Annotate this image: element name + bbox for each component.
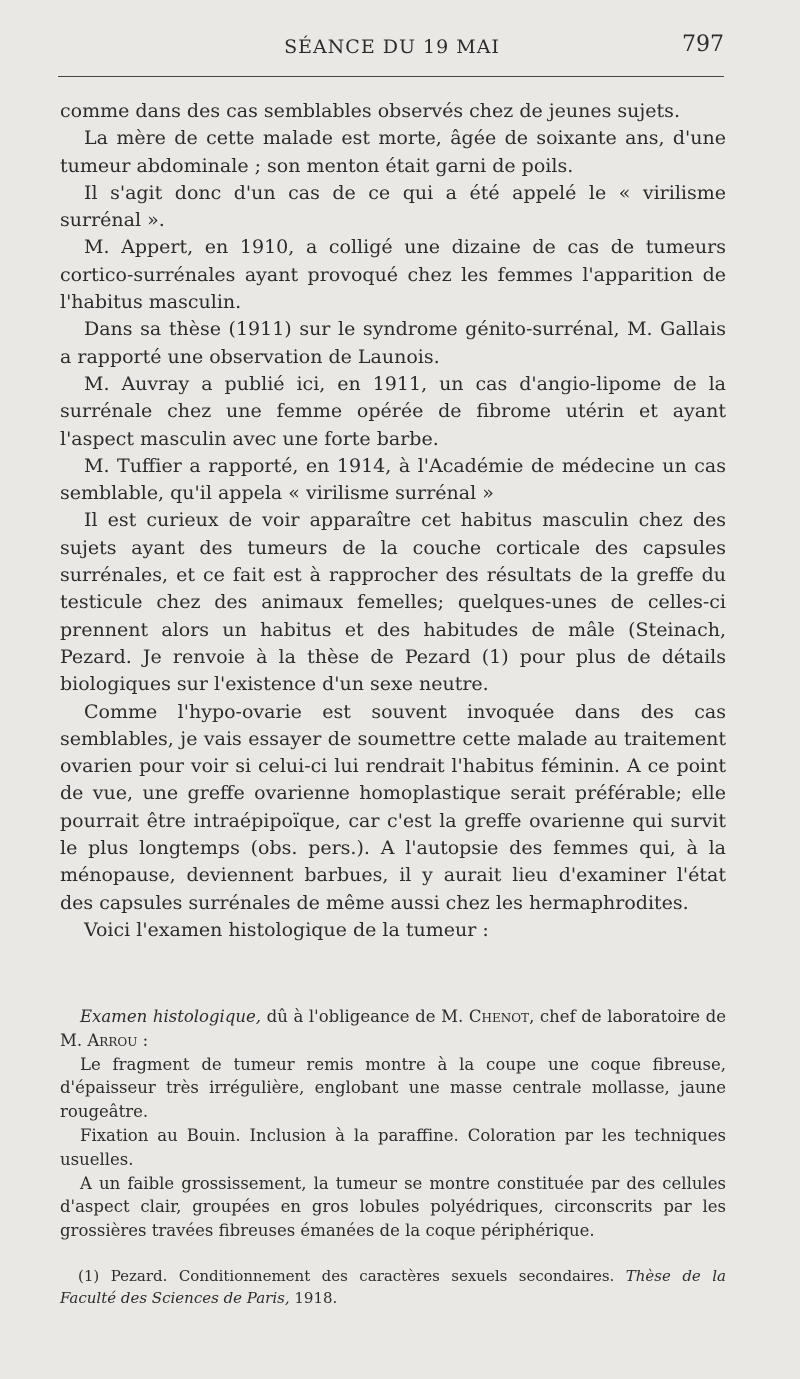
author-name: Chenot <box>468 1007 530 1026</box>
paragraph: M. Auvray a publié ici, en 1911, un cas d'angio-lipome de la surrénale chez une femme opérée de fibrome utérin et ayant l'aspect masculin avec une forte barbe. <box>60 372 726 450</box>
footnote-text <box>60 1265 726 1309</box>
paragraph: Dans sa thèse (1911) sur le syndrome génito-surrénal, M. Gallais a rapporté une observation de Launois. <box>60 318 726 368</box>
paragraph: Il est curieux de voir apparaître cet habitus masculin chez des sujets ayant des tumeurs de la couche corticale des capsules surrénales, et ce fait est à rapprocher des résultats de la greffe du testicule chez des animaux femelles; quelques-unes de celles-ci prennent alors un habitus et des habitudes de mâle (Steinach, Pezard. Je renvoie à la thèse de Pezard (1) pour plus de détails biologiques sur l'existence d'un sexe neutre. <box>60 509 726 696</box>
header-rule <box>58 76 724 77</box>
main-text <box>60 98 726 944</box>
report-intro-text: : <box>137 1030 149 1050</box>
paragraph: Fixation au Bouin. Inclusion à la paraffine. Coloration par les techniques usuelles. <box>60 1125 726 1169</box>
footnote-year: 1918. <box>289 1289 338 1307</box>
paragraph: comme dans des cas semblables observés chez de jeunes sujets. <box>60 100 680 122</box>
report-title: Examen histologique, <box>80 1007 262 1026</box>
paragraph: Le fragment de tumeur remis montre à la coupe une coque fibreuse, d'épaisseur très irrégulière, englobant une masse centrale mollasse, jaune rougeâtre. <box>60 1054 726 1122</box>
paragraph: La mère de cette malade est morte, âgée de soixante ans, d'une tumeur abdominale ; son menton était garni de poils. <box>60 127 726 177</box>
author-name: Arrou <box>87 1030 138 1050</box>
paragraph: M. Tuffier a rapporté, en 1914, à l'Académie de médecine un cas semblable, qu'il appela « virilisme surrénal » <box>60 454 726 505</box>
paragraph: M. Appert, en 1910, a colligé une dizaine de cas de tumeurs cortico-surrénales ayant provoqué chez les femmes l'apparition de l'habitus masculin. <box>60 236 726 314</box>
paragraph: Il s'agit donc d'un cas de ce qui a été appelé le « virilisme surrénal ». <box>60 181 726 232</box>
paragraph: Comme l'hypo-ovarie est souvent invoquée dans des cas semblables, je vais essayer de soumettre cette malade au traitement ovarien pour voir si celui-ci lui rendrait l'habitus féminin. A ce point de vue, une greffe ovarienne homoplastique serait préférable; elle pourrait être intraépipoïque, car c'est la greffe ovarienne qui survit le plus longtemps (obs. pers.). A l'autopsie des femmes qui, à la ménopause, deviennent barbues, il y aurait lieu d'examiner l'état des capsules surrénales de même aussi chez les hermaphrodites. <box>60 700 726 914</box>
paragraph: A un faible grossissement, la tumeur se montre constituée par des cellules d'aspect clair, groupées en gros lobules polyédriques, circonscrits par les grossières travées fibreuses émanées de la coque périphérique. <box>60 1173 726 1241</box>
report-intro <box>60 1005 726 1053</box>
footnote-source: Thèse de la Faculté des Sciences de Paris, <box>60 1267 726 1307</box>
report-intro-text: dû à l'obligeance de M. <box>261 1007 469 1026</box>
report-intro-text: , chef de laboratoire de M. <box>60 1007 727 1050</box>
running-title: SÉANCE DU 19 MAI <box>284 36 500 58</box>
footnote <box>60 1265 726 1309</box>
paragraph: Voici l'examen histologique de la tumeur : <box>84 918 489 941</box>
footnote-citation: (1) Pezard. Conditionnement des caractères sexuels secondaires. <box>78 1267 626 1285</box>
page-header <box>60 32 724 64</box>
histology-report <box>60 1005 726 1243</box>
page-number: 797 <box>682 32 724 57</box>
